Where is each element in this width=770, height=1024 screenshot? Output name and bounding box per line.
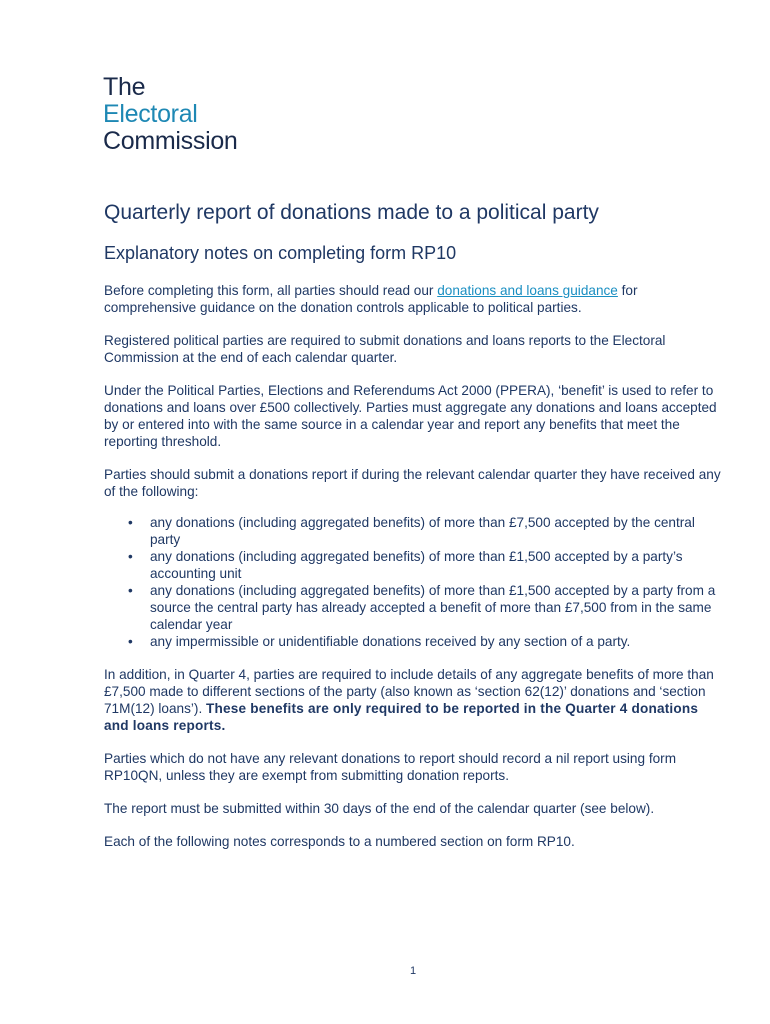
benefit-definition-paragraph: Under the Political Parties, Elections and Referendums Act 2000 (PPERA), ‘benefit’ is used to refer to donations and loans over £500 collectively. Parties must aggregate any donations and loans accepted by or entered into with the same source in a calendar year and report any benefits that meet the reporting threshold.	[104, 383, 717, 449]
intro-text-after: for comprehensive guidance on the donation controls applicable to political parties.	[104, 283, 638, 315]
logo-line-the: The	[103, 73, 146, 101]
electoral-commission-logo	[103, 74, 238, 155]
bullet-icon: •	[128, 634, 133, 649]
list-item-text: any donations (including aggregated benefits) of more than £1,500 accepted by a party from a source the central party has already accepted a benefit of more than £7,500 from in the same calendar year	[150, 583, 716, 632]
document-subtitle: Explanatory notes on completing form RP10	[104, 243, 457, 263]
list-item-text: any donations (including aggregated benefits) of more than £7,500 accepted by the central party	[150, 515, 695, 547]
list-item-text: any impermissible or unidentifiable donations received by any section of a party.	[150, 634, 631, 649]
intro-text-before: Before completing this form, all parties should read our	[104, 283, 438, 298]
logo-line-electoral: Electoral	[103, 100, 198, 128]
document-title: Quarterly report of donations made to a political party	[104, 201, 599, 224]
intro-paragraph	[104, 282, 724, 316]
quarter-4-text: In addition, in Quarter 4, parties are required to include details of any aggregate benefits of more than £7,500 made to different sections of the party (also known as ‘section 62(12)’ donations and ‘section 71M(12) loans’).	[104, 667, 714, 716]
bullet-icon: •	[128, 549, 133, 564]
list-item	[128, 582, 724, 633]
list-item	[128, 514, 724, 548]
nil-report-paragraph: Parties which do not have any relevant donations to report should record a nil report using form RP10QN, unless they are exempt from submitting donation reports.	[104, 751, 677, 783]
notes-correspond-paragraph: Each of the following notes corresponds to a numbered section on form RP10.	[104, 834, 575, 849]
list-item	[128, 633, 724, 650]
donations-loans-guidance-link[interactable]: donations and loans guidance	[437, 283, 618, 298]
logo-line-commission: Commission	[103, 127, 238, 155]
bullet-icon: •	[128, 515, 133, 530]
deadline-paragraph: The report must be submitted within 30 days of the end of the calendar quarter (see below).	[104, 801, 655, 816]
list-item-text: any donations (including aggregated benefits) of more than £1,500 accepted by a party’s accounting unit	[150, 549, 683, 581]
bullet-icon: •	[128, 583, 133, 598]
conditions-list	[104, 514, 724, 650]
quarter-4-bold-note: These benefits are only required to be reported in the Quarter 4 donations and loans reports.	[104, 701, 699, 733]
quarterly-reporting-paragraph: Registered political parties are required to submit donations and loans reports to the Electoral Commission at the end of each calendar quarter.	[104, 333, 666, 365]
submit-conditions-paragraph: Parties should submit a donations report if during the relevant calendar quarter they have received any of the following:	[104, 467, 721, 499]
page-number: 1	[409, 965, 417, 977]
list-item	[128, 548, 724, 582]
document-body	[104, 282, 724, 866]
quarter-4-paragraph	[104, 666, 724, 734]
